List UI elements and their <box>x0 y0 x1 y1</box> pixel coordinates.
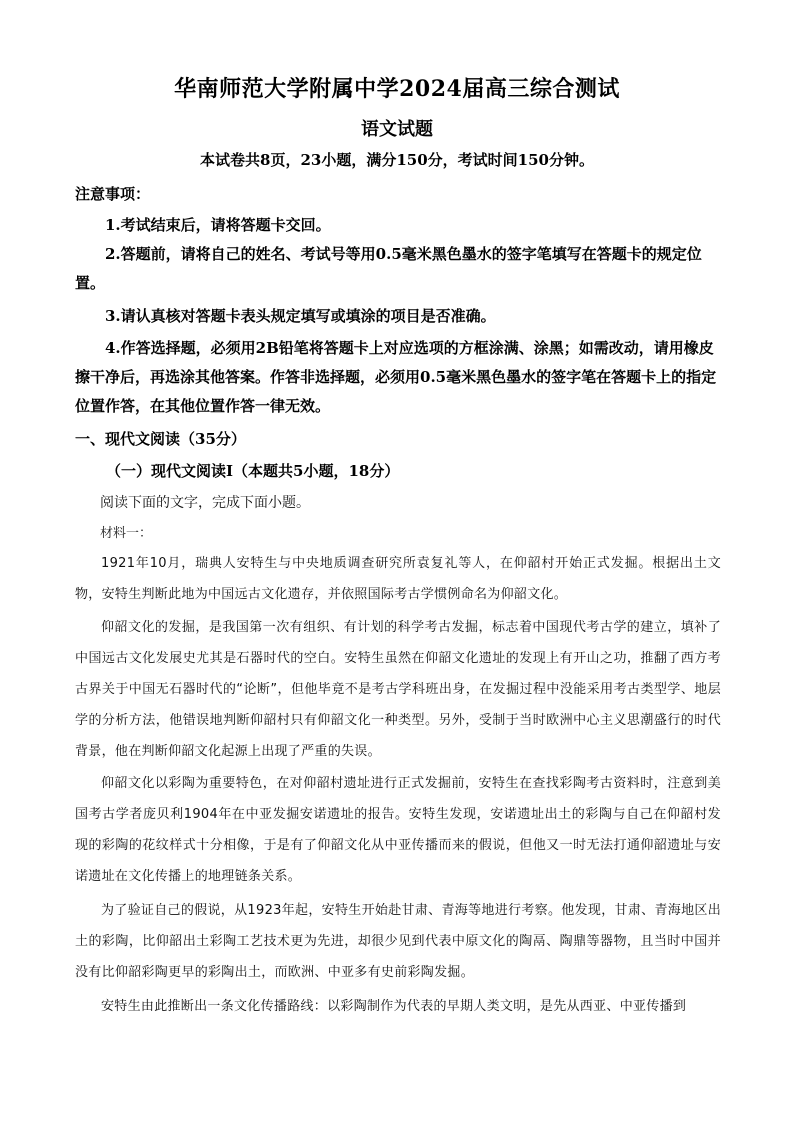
passage-paragraph: 1921年10月，瑞典人安特生与中央地质调查研究所袁复礼等人，在仰韶村开始正式发掘。根据出土文物，安特生判断此地为中国远古文化遗存，并依照国际考古学惯例命名为仰韶文化。 <box>75 556 721 602</box>
exam-subject-title: 语文试题 <box>361 119 433 140</box>
notice-item-4: 4.作答选择题，必须用2B铅笔将答题卡上对应选项的方框涂满、涂黑；如需改动，请用橡皮擦干净后，再选涂其他答案。作答非选择题，必须用0.5毫米黑色墨水的签字笔在答题卡上的指定位置作答，在其他位置作答一律无效。 <box>75 339 717 415</box>
notice-item-1: 1.考试结束后，请将答题卡交回。 <box>105 216 331 234</box>
reading-instruction: 阅读下面的文字，完成下面小题。 <box>100 495 310 511</box>
exam-title: 华南师范大学附属中学2024届高三综合测试 <box>174 76 620 102</box>
passage-paragraph: 安特生由此推断出一条文化传播路线：以彩陶制作为代表的早期人类文明，是先从西亚、中亚传播到 <box>101 999 687 1014</box>
section-subheading: （一）现代文阅读Ⅰ（本题共5小题，18分） <box>106 462 400 480</box>
notice-heading: 注意事项： <box>75 185 151 203</box>
passage-paragraph: 仰韶文化的发掘，是我国第一次有组织、有计划的科学考古发掘，标志着中国现代考古学的建立，填补了中国远古文化发展史尤其是石器时代的空白。安特生虽然在仰韶文化遗址的发现上有开山之功，推翻了西方考古界关于中国无石器时代的“论断”，但他毕竟不是考古学科班出身，在发掘过程中没能采用考古类型学、地层学的分析方法，他错误地判断仰韶村只有仰韶文化一种类型。另外，受制于当时欧洲中心主义思潮盛行的时代背景，他在判断仰韶文化起源上出现了严重的失误。 <box>75 620 721 759</box>
notice-item-3: 3.请认真核对答题卡表头规定填写或填涂的项目是否准确。 <box>105 307 496 325</box>
exam-info-line: 本试卷共8页，23小题，满分150分，考试时间150分钟。 <box>200 151 594 169</box>
notice-item-2: 2.答题前，请将自己的姓名、考试号等用0.5毫米黑色墨水的签字笔填写在答题卡的规定位置。 <box>75 245 702 292</box>
material-label: 材料一： <box>100 526 153 541</box>
passage-paragraph: 仰韶文化以彩陶为重要特色，在对仰韶村遗址进行正式发掘前，安特生在查找彩陶考古资料时，注意到美国考古学者庞贝利1904年在中亚发掘安诺遗址的报告。安特生发现，安诺遗址出土的彩陶与自己在仰韶村发现的彩陶的花纹样式十分相像，于是有了仰韶文化从中亚传播而来的假说，但他又一时无法打通仰韶遗址与安诺遗址在文化传播上的地理链条关系。 <box>75 776 721 884</box>
section-heading: 一、现代文阅读（35分） <box>75 430 246 448</box>
passage-paragraph: 为了验证自己的假说，从1923年起，安特生开始赴甘肃、青海等地进行考察。他发现，甘肃、青海地区出土的彩陶，比仰韶出土彩陶工艺技术更为先进，却很少见到代表中原文化的陶鬲、陶鼎等器物，且当时中国并没有比仰韶彩陶更早的彩陶出土，而欧洲、中亚多有史前彩陶发掘。 <box>75 903 721 980</box>
